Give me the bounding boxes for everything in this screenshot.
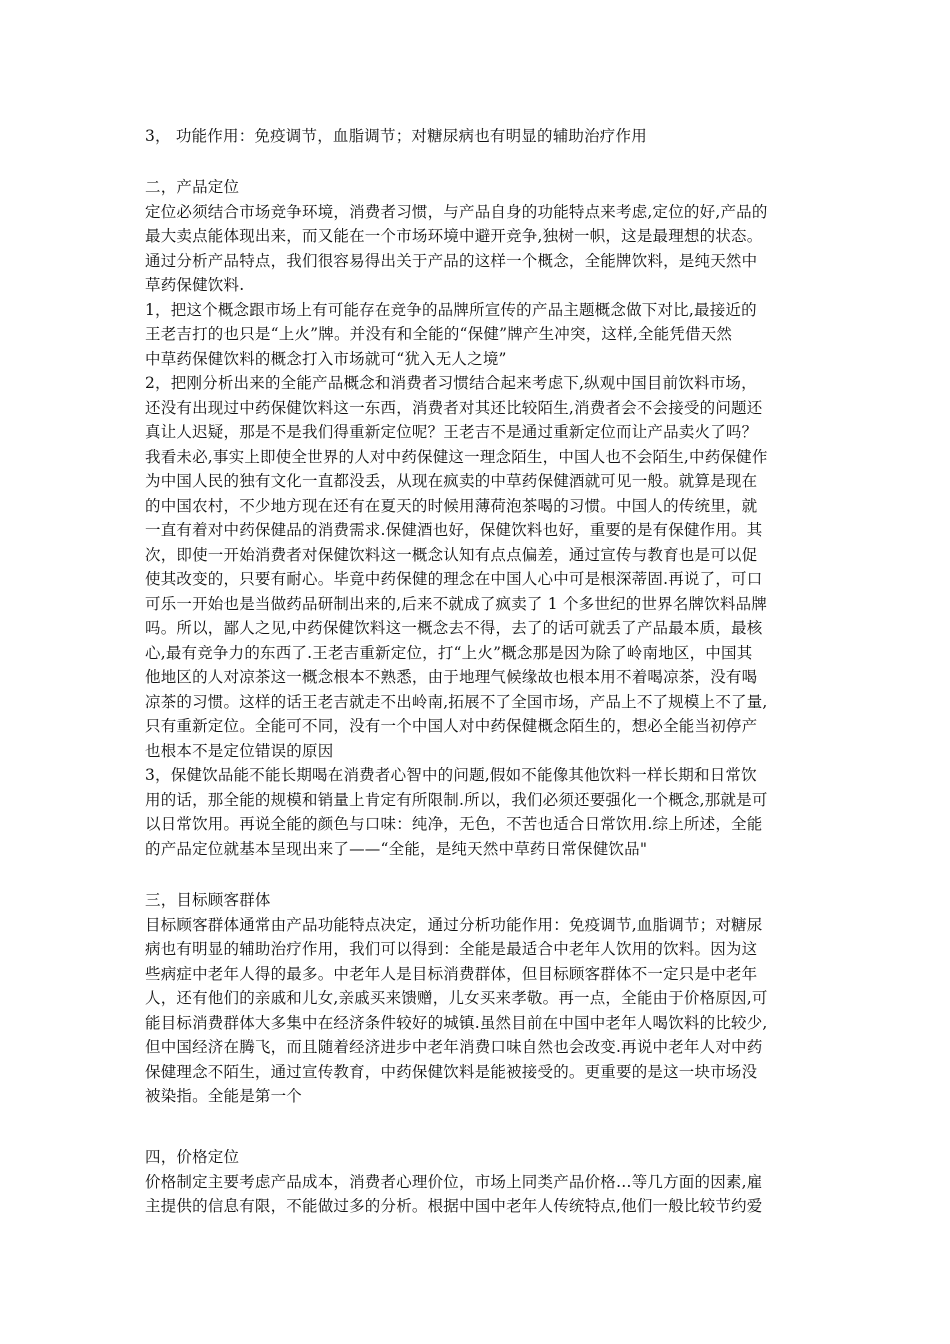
paragraph-line: 中草药保健饮料的概念打入市场就可“犹入无人之境” bbox=[145, 350, 507, 368]
paragraph-line: 通过分析产品特点，我们很容易得出关于产品的这样一个概念，全能牌饮料，是纯天然中 bbox=[145, 252, 758, 270]
paragraph-line: 用的话，那全能的规模和销量上肯定有所限制.所以，我们必须还要强化一个概念,那就是可 bbox=[145, 791, 768, 809]
paragraph-line: 只有重新定位。全能可不同，没有一个中国人对中药保健概念陌生的，想必全能当初停产 bbox=[145, 717, 758, 735]
section-heading-pricing: 四，价格定位 bbox=[145, 1148, 240, 1166]
paragraph-line: 病也有明显的辅助治疗作用，我们可以得到：全能是最适合中老年人饮用的饮料。因为这 bbox=[145, 940, 758, 958]
paragraph-line: 真让人迟疑，那是不是我们得重新定位呢？王老吉不是通过重新定位而让产品卖火了吗？ bbox=[145, 423, 758, 441]
paragraph-line: 可乐一开始也是当做药品研制出来的,后来不就成了疯卖了 1 个多世纪的世界名牌饮料品牌 bbox=[145, 595, 768, 613]
section-heading-target-customers: 三，目标顾客群体 bbox=[145, 891, 271, 909]
paragraph-line: 王老吉打的也只是“上火”牌。并没有和全能的“保健”牌产生冲突，这样,全能凭借天然 bbox=[145, 325, 733, 343]
paragraph-line: 价格制定主要考虑产品成本，消费者心理价位，市场上同类产品价格…等几方面的因素,雇 bbox=[145, 1173, 763, 1191]
paragraph-line: 最大卖点能体现出来，而又能在一个市场环境中避开竞争,独树一帜，这是最理想的状态。 bbox=[145, 227, 763, 245]
paragraph-line: 以日常饮用。再说全能的颜色与口味：纯净，无色，不苦也适合日常饮用.综上所述，全能 bbox=[145, 815, 763, 833]
paragraph-line: 能目标消费群体大多集中在经济条件较好的城镇.虽然目前在中国中老年人喝饮料的比较少, bbox=[145, 1014, 768, 1032]
paragraph-line: 他地区的人对凉茶这一概念根本不熟悉，由于地理气候缘故也根本用不着喝凉茶，没有喝 bbox=[145, 668, 758, 686]
paragraph-line: 但中国经济在腾飞，而且随着经济进步中老年消费口味自然也会改变.再说中老年人对中药 bbox=[145, 1038, 763, 1056]
paragraph-line: 些病症中老年人得的最多。中老年人是目标消费群体，但目标顾客群体不一定只是中老年 bbox=[145, 965, 758, 983]
paragraph-line: 2，把刚分析出来的全能产品概念和消费者习惯结合起来考虑下,纵观中国目前饮料市场， bbox=[145, 374, 757, 392]
paragraph-line: 目标顾客群体通常由产品功能特点决定，通过分析功能作用：免疫调节,血脂调节；对糖尿 bbox=[145, 916, 763, 934]
paragraph-line: 也根本不是定位错误的原因 bbox=[145, 742, 334, 760]
section-heading-positioning: 二，产品定位 bbox=[145, 178, 240, 196]
paragraph-line: 草药保健饮料. bbox=[145, 276, 245, 294]
paragraph-line: 人，还有他们的亲戚和儿女,亲戚买来馈赠，儿女买来孝敬。再一点，全能由于价格原因,可 bbox=[145, 989, 768, 1007]
paragraph-line: 心,最有竞争力的东西了.王老吉重新定位，打“上火”概念那是因为除了岭南地区，中国其 bbox=[145, 644, 753, 662]
paragraph-line: 凉茶的习惯。这样的话王老吉就走不出岭南,拓展不了全国市场，产品上不了规模上不了量, bbox=[145, 693, 768, 711]
paragraph-line: 被染指。全能是第一个 bbox=[145, 1087, 303, 1105]
function-item-3: 3， 功能作用：免疫调节，血脂调节；对糖尿病也有明显的辅助治疗作用 bbox=[145, 127, 647, 145]
paragraph-line: 还没有出现过中药保健饮料这一东西，消费者对其还比较陌生,消费者会不会接受的问题还 bbox=[145, 399, 763, 417]
paragraph-line: 的产品定位就基本呈现出来了——“全能，是纯天然中草药日常保健饮品" bbox=[145, 840, 648, 858]
paragraph-line: 使其改变的，只要有耐心。毕竟中药保健的理念在中国人心中可是根深蒂固.再说了，可口 bbox=[145, 570, 763, 588]
paragraph-line: 定位必须结合市场竞争环境，消费者习惯，与产品自身的功能特点来考虑,定位的好,产品的 bbox=[145, 203, 768, 221]
paragraph-line: 吗。所以，鄙人之见,中药保健饮料这一概念去不得，去了的话可就丢了产品最本质，最核 bbox=[145, 619, 763, 637]
paragraph-line: 主提供的信息有限，不能做过多的分析。根据中国中老年人传统特点,他们一般比较节约爱 bbox=[145, 1197, 763, 1215]
paragraph-line: 次，即使一开始消费者对保健饮料这一概念认知有点点偏差，通过宣传与教育也是可以促 bbox=[145, 546, 758, 564]
paragraph-line: 保健理念不陌生，通过宣传教育，中药保健饮料是能被接受的。更重要的是这一块市场没 bbox=[145, 1063, 758, 1081]
paragraph-line: 为中国人民的独有文化一直都没丢，从现在疯卖的中草药保健酒就可见一般。就算是现在 bbox=[145, 472, 758, 490]
paragraph-line: 3，保健饮品能不能长期喝在消费者心智中的问题,假如不能像其他饮料一样长期和日常饮 bbox=[145, 766, 757, 784]
paragraph-line: 我看未必,事实上即使全世界的人对中药保健这一理念陌生，中国人也不会陌生,中药保健作 bbox=[145, 448, 768, 466]
paragraph-line: 一直有着对中药保健品的消费需求.保健酒也好，保健饮料也好，重要的是有保健作用。其 bbox=[145, 521, 763, 539]
paragraph-line: 的中国农村，不少地方现在还有在夏天的时候用薄荷泡茶喝的习惯。中国人的传统里，就 bbox=[145, 497, 758, 515]
paragraph-line: 1，把这个概念跟市场上有可能存在竞争的品牌所宣传的产品主题概念做下对比,最接近的 bbox=[145, 301, 757, 319]
